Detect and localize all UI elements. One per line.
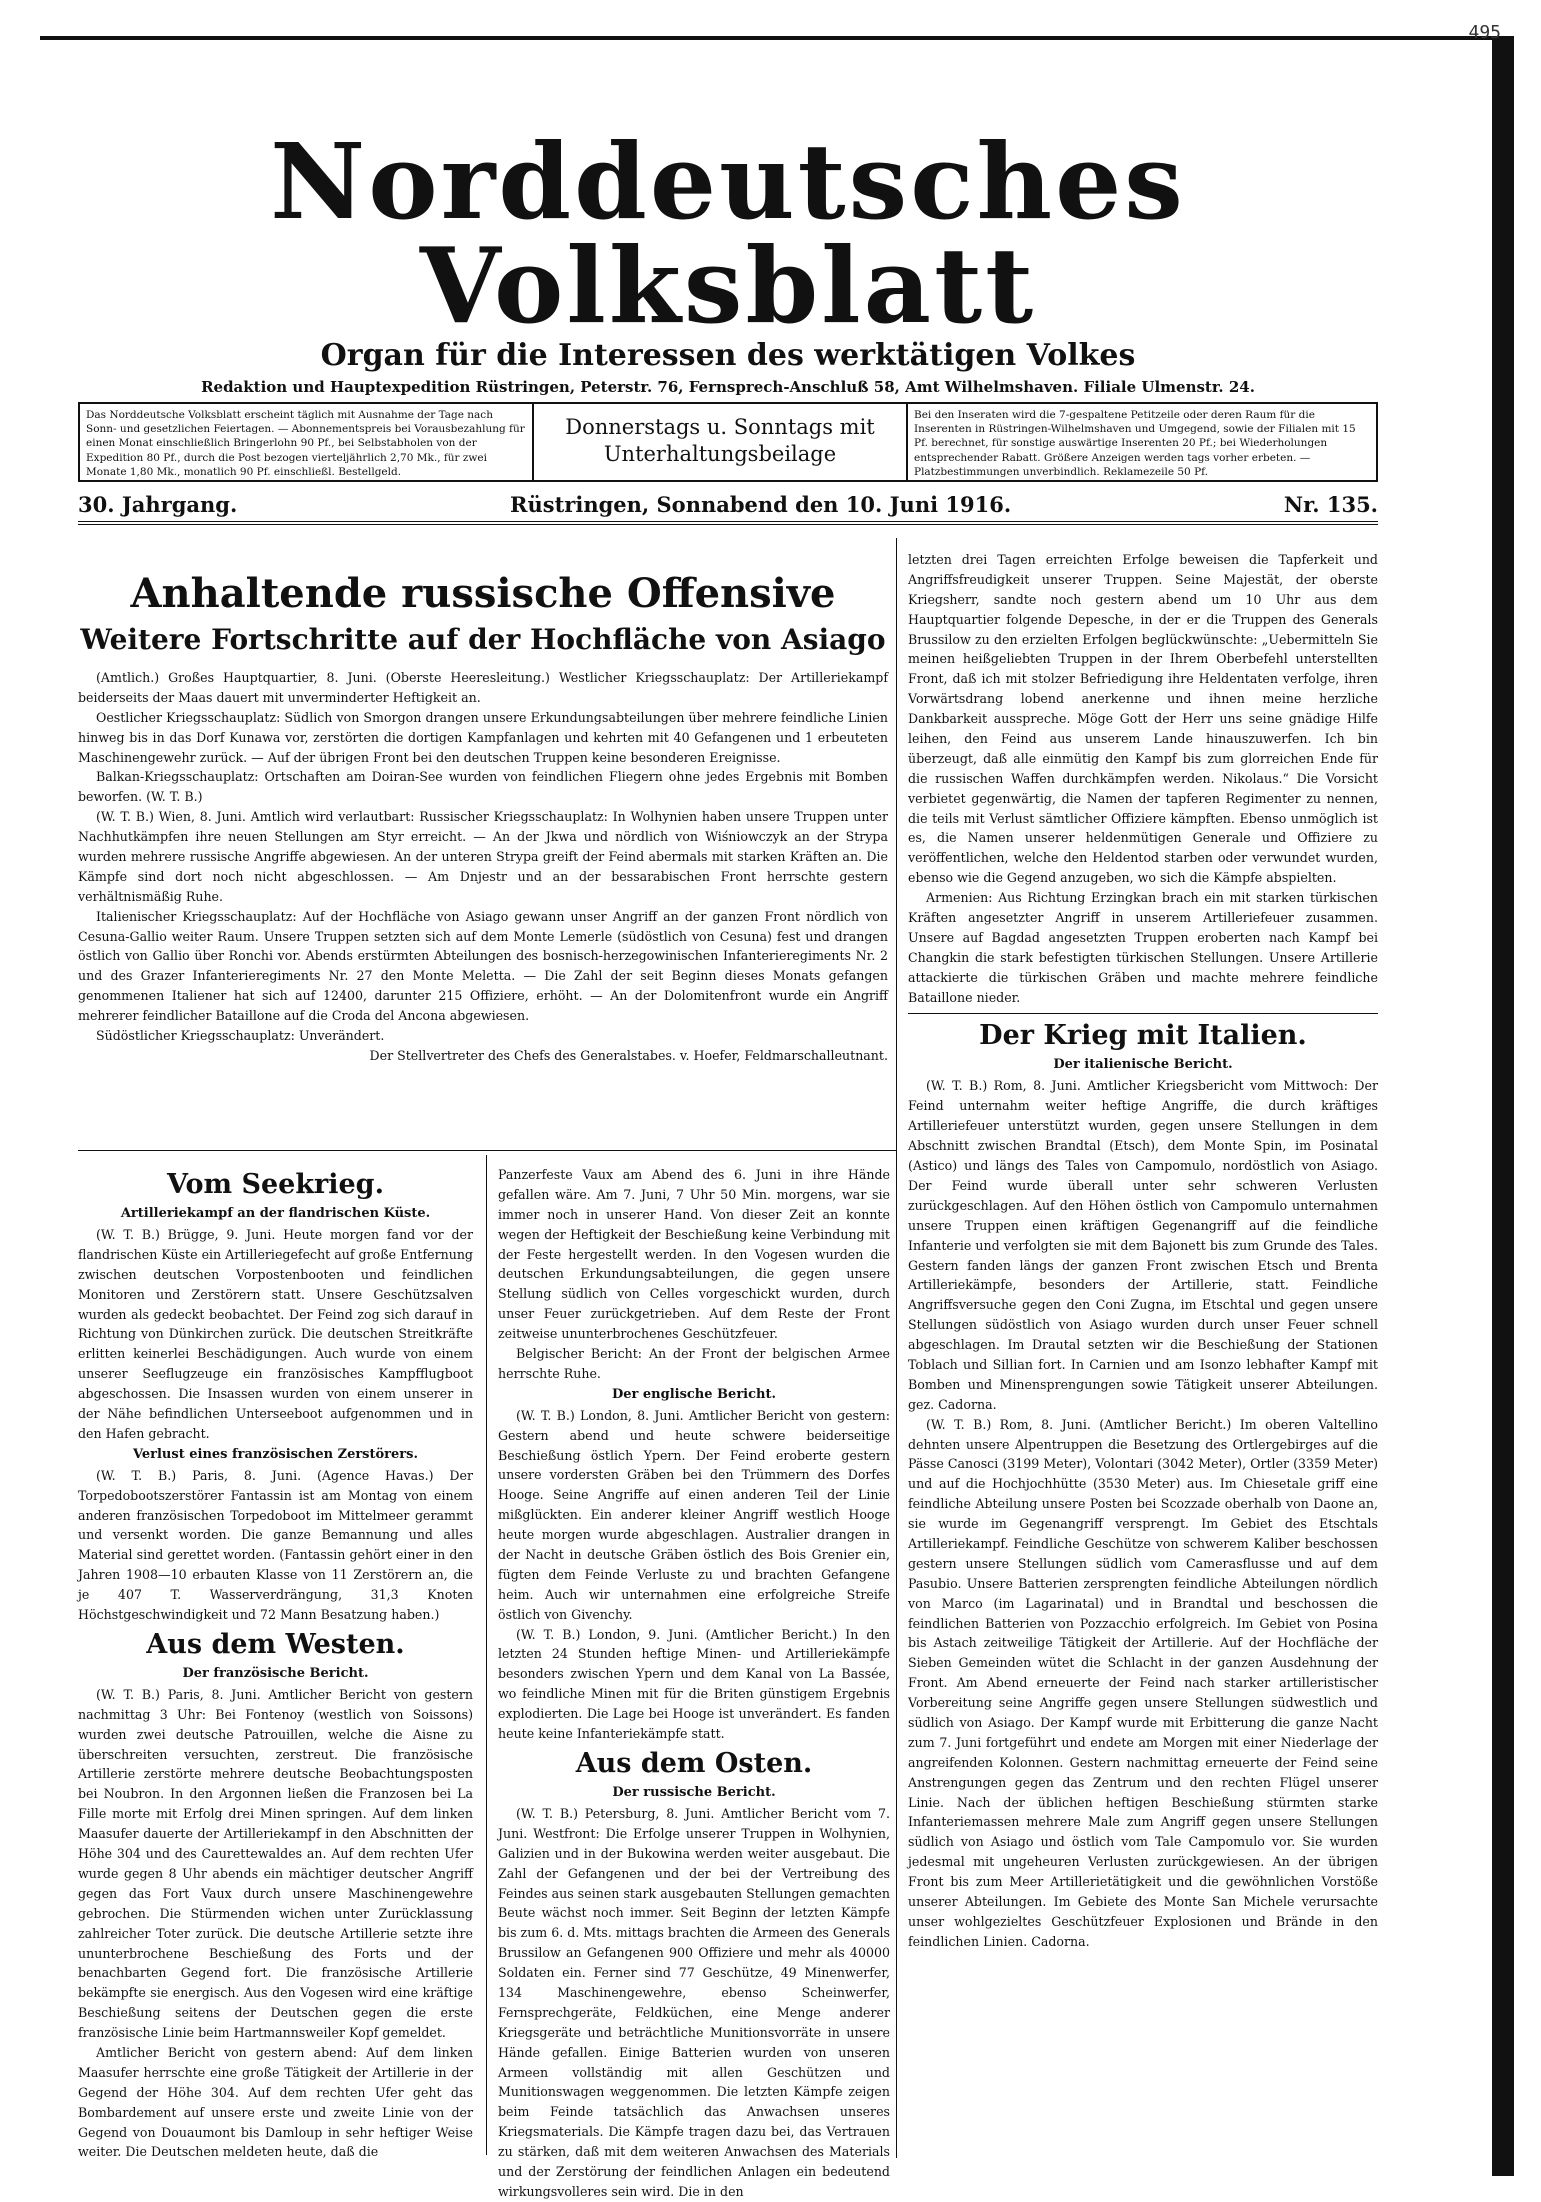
article-paragraph: (W. T. B.) London, 9. Juni. (Amtlicher Bericht.) In den letzten 24 Stunden heftige Minen- und Artilleriekämpfe besonders zwischen Ypern und dem Kanal von La Bassée, wo feindliche Minen mit für die Briten günstigem Ergebnis explodierten. Die Lage bei Hooge ist unverändert. Es fanden heute keine Infanteriekämpfe statt. xyxy=(498,1626,890,1742)
dateline xyxy=(78,492,1378,525)
right-binding-border xyxy=(1492,38,1514,2176)
article-body xyxy=(908,550,1378,1007)
column-a xyxy=(78,1165,473,2162)
article-body xyxy=(78,1466,473,1625)
article-head: Der englische Bericht. xyxy=(611,1386,777,1402)
article-paragraph: Armenien: Aus Richtung Erzingkan brach ein mit starken türkischen Kräften angesetzter Angriff in unserem Artilleriefeuer zusammen. Unsere auf Bagdad angesetzten Truppen eroberten nach Kampf bei Changkin die stark befestigten türkischen Stellungen. Unsere Artillerie attackierte die türkischen Gräben und machte mehrere feindliche Bataillone nieder. xyxy=(908,890,1378,1005)
article-paragraph: Amtlicher Bericht von gestern abend: Auf dem linken Maasufer herrschte eine große Tätigkeit der Artillerie in der Gegend der Höhe 304. Auf dem rechten Ufer geht das Bombardement auf unsere erste und zweite Linie von der Gegend von Douaumont bis Damloup in sehr heftiger Weise weiter. Die Deutschen meldeten heute, daß die xyxy=(78,2044,473,2160)
article-body xyxy=(78,1225,473,1444)
article-head: Artilleriekampf an der flandrischen Küste. xyxy=(120,1206,431,1221)
article-body xyxy=(908,1076,1378,1951)
section-title: Vom Seekrieg. xyxy=(167,1169,384,1200)
top-border xyxy=(40,36,1514,40)
article-paragraph: (W. T. B.) Rom, 8. Juni. (Amtlicher Bericht.) Im oberen Valtellino dehnten unsere Alpentruppen die Besetzung des Ortlergebirges auf die Pässe Canosci (3199 Meter), Volontari (3042 Meter), Ortler (3359 Meter) und auf die Hochjochhütte (3530 Meter) aus. Im Chiesetale griff eine feindliche Abteilung unsere Posten bei Scozzade oberhalb von Daone an, sie wurde im Gegenangriff versprengt. Im Gebiet des Etschtals Artilleriekampf. Feindliche Geschütze von schwerem Kaliber beschossen gestern unsere Stellungen südlich vom Camerasflusse und auf dem Pasubio. Unsere Batterien zersprengten feindliche Abteilungen nördlich von Marco (im Lagarinatal) und in Brandtal und beschossen die feindlichen Batterien von Pozzacchio erfolgreich. Im Gebiet von Posina bis Astach zeitweilige Tätigkeit der Artillerie. Auf der Hochfläche der Sieben Gemeinden wütet die Schlacht in der ganzen Ausdehnung der Front. Am Abend erneuerte der Feind nach starker artilleristischer Vorbereitung seine Angriffe gegen unsere Stellungen südwestlich und südlich von Asiago. Der Kampf wurde mit Erbitterung die ganze Nacht zum 7. Juni fortgeführt und endete am Morgen mit einer Niederlage der angreifenden Kolonnen. Gestern nachmittag erneuerte der Feind seine Anstrengungen gegen das Zentrum und den rechten Flügel unserer Linie. Nach der üblichen heftigen Beschießung stürmten starke Infanteriemassen mehrere Male zum Angriff gegen unsere Stellungen südlich von Asiago und östlich vom Tale Campomulo vor. Sie wurden jedesmal mit ungeheuren Verlusten zurückgewiesen. An der übrigen Front bis zum Meer Artillerietätigkeit und die gewöhnlichen Vorstöße unserer Abteilungen. Im Gebiete des Monte San Michele verursachte unser wohlgezieltes Geschützfeuer Explosionen und Brände in den feindlichen Linien. Cadorna. xyxy=(908,1416,1378,1949)
issue-number: Nr. 135. xyxy=(1283,492,1378,517)
article-body xyxy=(498,1406,890,1744)
article-body xyxy=(498,1804,890,2202)
article-body xyxy=(78,1685,473,2162)
lead-headline: Anhaltende russische Offensive xyxy=(130,570,836,617)
section-title: Aus dem Westen. xyxy=(146,1628,405,1660)
article-paragraph: (W. T. B.) Paris, 8. Juni. (Agence Havas.) Der Torpedobootszerstörer Fantassin ist am Montag von einem anderen französischen Torpedoboot im Mittelmeer gerammt und versenkt worden. Die ganze Bemannung und alles Material sind gerettet worden. (Fantassin gehört einer in den Jahren 1908—10 erbauten Klasse von 11 Zerstörern an, die je 407 T. Wasserverdrängung, 31,3 Knoten Höchstgeschwindigkeit und 72 Mann Besatzung haben.) xyxy=(78,1467,473,1623)
article-head: Der russische Bericht. xyxy=(612,1784,776,1800)
article-paragraph: (W. T. B.) Brügge, 9. Juni. Heute morgen fand vor der flandrischen Küste ein Artilleriegefecht auf große Entfernung zwischen deutschen Vorpostenbooten und feindlichen Monitoren und Zerstörern statt. Unsere Geschützsalven wurden als gedeckt beobachtet. Der Feind zog sich darauf in Richtung von Dünkirchen zurück. Die deutschen Streitkräfte erlitten keinerlei Beschädigungen. Auch wurde von einem unserer Seeflugzeuge ein französisches Kampfflugboot abgeschossen. Die Insassen wurden von einem unserer in der Nähe befindlichen Unterseeboot aufgenommen und in den Hafen gebracht. xyxy=(78,1227,473,1441)
newspaper-page xyxy=(78,60,1378,2199)
address-line: Redaktion und Hauptexpedition Rüstringen, Peterstr. 76, Fernsprech-Anschluß 58, Amt Wilhelmshaven. Filiale Ulmenstr. 24. xyxy=(201,378,1255,396)
info-bar xyxy=(78,402,1378,482)
article-paragraph: letzten drei Tagen erreichten Erfolge beweisen die Tapferkeit und Angriffsfreudigkeit unserer Truppen. Seine Majestät, der oberste Kriegsherr, sandte noch gestern abend um 10 Uhr aus dem Hauptquartier folgende Depesche, in der er die Truppen des Generals Brussilow zu den erzielten Erfolgen beglückwünschte: „Uebermitteln Sie meinen heißgeliebten Truppen in der Ihrem Oberbefehl unterstellten Front, daß ich mit stolzer Befriedigung ihre Heldentaten verfolge, ihren Vorwärtsdrang lobend anerkenne und ihnen meine herzliche Dankbarkeit ausspreche. Möge Gott der Herr uns seine gnädige Hilfe leihen, den Feind aus unserem Lande hinauszuwerfen. Ich bin überzeugt, daß alle einmütig den Kampf bis zum glorreichen Ende für die russischen Waffen durchkämpfen werden. Nikolaus.“ Die Vorsicht verbietet gegenwärtig, die Namen der tapferen Regimenter zu nennen, die teils mit Verlust sämtlicher Offiziere kämpften. Ebenso unmöglich ist es, die Namen unserer heldenmütigen Generale und Offiziere zu veröffentlichen, welche den Heldentod starben oder verwundet wurden, ebenso wie die Gegend anzugeben, wo sich die Kämpfe abspielten. xyxy=(908,552,1378,886)
section-rule xyxy=(908,1013,1378,1014)
lead-paragraph: (W. T. B.) Wien, 8. Juni. Amtlich wird verlautbart: Russischer Kriegsschauplatz: In Wolhynien haben unsere Truppen unter Nachhutkämpfen ihre neuen Stellungen am Styr erreicht. — An der Jkwa und nördlich von Wiśniowczyk an der Strypa wurden mehrere russische Angriffe abgewiesen. An der unteren Strypa greift der Feind abermals mit starken Kräften an. Die Kämpfe sind dort noch nicht abgeschlossen. — Am Dnjestr und an der bessarabischen Front herrschte gestern verhältnismäßig Ruhe. xyxy=(78,809,888,904)
article-paragraph: (W. T. B.) Rom, 8. Juni. Amtlicher Kriegsbericht vom Mittwoch: Der Feind unternahm weiter heftige Angriffe, die durch kräftiges Artilleriefeuer unterstützt wurden, gegen unsere Stellungen in dem Abschnitt zwischen Brandtal (Etsch), dem Monte Spin, im Posinatal (Astico) und längs des Tales von Campomulo, nordöstlich von Asiago. Der Feind wurde überall unter sehr schweren Verlusten zurückgeschlagen. Auf den Höhen östlich von Campomulo unternahmen unsere Truppen einen kräftigen Gegenangriff auf die feindliche Infanterie und verfolgten sie mit dem Bajonett bis zum Grunde des Tales. Gestern fanden längs der ganzen Front zwischen Etsch und Brenta Artilleriekämpfe, besonders der Artillerie, statt. Feindliche Angriffsversuche gegen den Coni Zugna, im Etschtal und gegen unsere Stellungen südöstlich von Asiago wurden durch unser Feuer schnell abgeschlagen. Im Drautal setzten wir die Beschießung der Stationen Toblach und Sillian fort. In Carnien und am Isonzo lebhafter Kampf mit Bomben und Minensprengungen sowie Tätigkeit unserer Abteilungen. gez. Cadorna. xyxy=(908,1078,1378,1412)
article-paragraph: Panzerfeste Vaux am Abend des 6. Juni in ihre Hände gefallen wäre. Am 7. Juni, 7 Uhr 50 Min. morgens, war sie immer noch in unserer Hand. Von dieser Zeit an konnte wegen der Heftigkeit der Beschießung keine Verbindung mit der Feste hergestellt werden. In den Vogesen wurden die deutschen Erkundungsabteilungen, die gegen unsere Stellung südlich von Celles vorgeschickt wurden, durch unser Feuer zurückgetrieben. Auf dem Reste der Front zeitweise ununterbrochenes Geschützfeuer. xyxy=(498,1167,890,1342)
article-head: Verlust eines französischen Zerstörers. xyxy=(132,1446,418,1462)
lead-paragraph: Italienischer Kriegsschauplatz: Auf der Hochfläche von Asiago gewann unser Angriff an der ganzen Front nördlich von Cesuna-Gallio weiter Raum. Unsere Truppen setzten sich auf dem Monte Lemerle (südöstlich von Cesuna) fest und drangen östlich von Gallio über Ronchi vor. Abends erstürmten Abteilungen des bosnisch-herzegowinischen Infanterieregiments Nr. 2 und des Grazer Infanterieregiments Nr. 27 den Monte Meletta. — Die Zahl der seit Beginn dieses Monats gefangen genommenen Italiener hat sich auf 12400, darunter 215 Offiziere, erhöht. — An der Dolomitenfront wurde ein Angriff mehrerer feindlicher Bataillone auf die Croda del Ancona abgewiesen. xyxy=(78,908,888,1024)
subscription-info: Das Norddeutsche Volksblatt erscheint täglich mit Ausnahme der Tage nach Sonn- und gesetzlichen Feiertagen. — Abonnementspreis bei Vorausbezahlung für einen Monat einschließlich Bringerlohn 90 Pf., bei Selbstabholen von der Expedition 80 Pf., durch die Post bezogen vierteljährlich 2,70 Mk., für zwei Monate 1,80 Mk., monatlich 90 Pf. einschließl. Bestellgeld. xyxy=(80,404,534,480)
lead-article xyxy=(78,560,888,1066)
section-title: Aus dem Osten. xyxy=(575,1747,813,1779)
column-rule xyxy=(486,1155,487,2155)
article-paragraph: (W. T. B.) Petersburg, 8. Juni. Amtlicher Bericht vom 7. Juni. Westfront: Die Erfolge unserer Truppen in Wolhynien, Galizien und in der Bukowina werden weiter ausgebaut. Die Zahl der Gefangenen und der bei der Vertreibung des Feindes aus seinen stark ausgebauten Stellungen gemachten Beute wächst noch immer. Seit Beginn der letzten Kämpfe bis zum 6. d. Mts. mittags brachten die Armeen des Generals Brussilow an Gefangenen 900 Offiziere und mehr als 40000 Soldaten ein. Ferner sind 77 Geschütze, 49 Minenwerfer, 134 Maschinengewehre, ebenso Scheinwerfer, Fernsprechgeräte, Feldküchen, eine Menge anderer Kriegsgeräte und beträchtliche Munitionsvorräte in unsere Hände gefallen. Einige Batterien wurden von unseren Armeen vollständig mit allen Geschützen und Munitionswagen weggenommen. Die letzten Kämpfe zeigen beim Feinde tatsächlich das Anwachsen unseres Kriegsmaterials. Die Kämpfe tragen dazu bei, das Vertrauen zu stärken, daß mit dem weiteren Anwachsen des Materials und der Zerstörung der feindlichen Anlagen ein bedeutend wirkungsvolleres sein wird. Die in den xyxy=(498,1805,890,2199)
issue-date: Rüstringen, Sonnabend den 10. Juni 1916. xyxy=(510,492,1012,517)
section-title: Der Krieg mit Italien. xyxy=(979,1020,1307,1052)
column-c xyxy=(908,550,1378,1952)
lead-signature: Der Stellvertreter des Chefs des Generalstabes. v. Hoefer, Feldmarschalleutnant. xyxy=(369,1047,888,1063)
lead-paragraph: Balkan-Kriegsschauplatz: Ortschaften am Doiran-See wurden von feindlichen Fliegern ohne jedes Ergebnis mit Bomben beworfen. (W. T. B.) xyxy=(78,769,888,805)
article-body xyxy=(498,1165,890,1384)
article-paragraph: (W. T. B.) Paris, 8. Juni. Amtlicher Bericht von gestern nachmittag 3 Uhr: Bei Fontenoy (westlich von Soissons) wurden zwei deutsche Patrouillen, welche die Aisne zu überschreiten versuchten, zerstreut. Die französische Artillerie zerstörte mehrere deutsche Beobachtungsposten bei Noubron. In den Argonnen ließen die Franzosen bei La Fille morte mit Erfolg drei Minen springen. Auf dem linken Maasufer dauerte der Artilleriekampf in den Abschnitten der Höhe 304 und des Caurettewaldes an. Auf dem rechten Ufer wurde gegen 8 Uhr abends ein mächtiger deutscher Angriff gegen das Fort Vaux durch unsere Maschinengewehre gebrochen. Die Stürmenden wichen unter Zurücklassung zahlreicher Toter zurück. Die deutsche Artillerie setzte ihre ununterbrochene Beschießung des Forts und der benachbarten Gegend fort. Die französische Artillerie bekämpfte sie energisch. Aus den Vogesen wird eine kräftige Beschießung seitens der Deutschen gegen die erste französische Linie beim Hartmannsweiler Kopf gemeldet. xyxy=(78,1686,473,2041)
page-number: 495 xyxy=(1468,22,1501,43)
section-rule xyxy=(78,1150,896,1151)
article-paragraph: Belgischer Bericht: An der Front der belgischen Armee herrschte Ruhe. xyxy=(498,1346,890,1381)
lead-body xyxy=(78,668,888,1066)
article-head: Der italienische Bericht. xyxy=(1053,1057,1233,1073)
lead-paragraph: (Amtlich.) Großes Hauptquartier, 8. Juni. (Oberste Heeresleitung.) Westlicher Kriegsschauplatz: Der Artilleriekampf beiderseits der Maas dauert mit unverminderter Heftigkeit an. xyxy=(78,670,888,705)
volume-year: 30. Jahrgang. xyxy=(78,492,238,517)
article-paragraph: (W. T. B.) London, 8. Juni. Amtlicher Bericht von gestern: Gestern abend und heute schwere beiderseitige Beschießung östlich Ypern. Der Feind eroberte gestern unsere vordersten Gräben bei den Trümmern des Dorfes Hooge. Seine Angriffe auf einen anderen Teil der Linie mißglückten. Ein anderer kleiner Angriff westlich Hooge heute morgen wurde abgeschlagen. Australier drangen in der Nacht in deutsche Gräben östlich des Bois Grenier ein, fügten dem Feinde Verluste zu und brachten Gefangene heim. Auch wir unternahmen eine erfolgreiche Streife östlich von Givenchy. xyxy=(498,1407,890,1622)
masthead: Norddeutsches Volksblatt xyxy=(270,120,1186,347)
article-head: Der französische Bericht. xyxy=(182,1665,369,1681)
lead-subhead: Weitere Fortschritte auf der Hochfläche von Asiago xyxy=(80,623,886,656)
supplement-info: Donnerstags u. Sonntags mit Unterhaltungsbeilage xyxy=(534,404,908,480)
advertising-info: Bei den Inseraten wird die 7-gespaltene Petitzeile oder deren Raum für die Inserenten in Rüstringen-Wilhelmshaven und Umgegend, sowie der Filialen mit 15 Pf. berechnet, für sonstige auswärtige Inserenten 20 Pf.; bei Wiederholungen entsprechender Rabatt. Größere Anzeigen werden tags vorher erbeten. — Platzbestimmungen unverbindlich. Reklamezeile 50 Pf. xyxy=(914,409,1356,478)
lead-paragraph: Südöstlicher Kriegsschauplatz: Unverändert. xyxy=(96,1028,385,1044)
column-rule xyxy=(896,538,897,2158)
column-b xyxy=(498,1165,890,2202)
subtitle: Organ für die Interessen des werktätigen Volkes xyxy=(320,338,1136,373)
lead-paragraph: Oestlicher Kriegsschauplatz: Südlich von Smorgon drangen unsere Erkundungsabteilungen über mehrere feindliche Linien hinweg bis in das Dorf Kunawa vor, zerstörten die dortigen Kampfanlagen und kehrten mit 40 Gefangenen und 1 erbeuteten Maschinengewehr zurück. — Auf der übrigen Front bei den deutschen Truppen keine besonderen Ereignisse. xyxy=(78,709,888,765)
